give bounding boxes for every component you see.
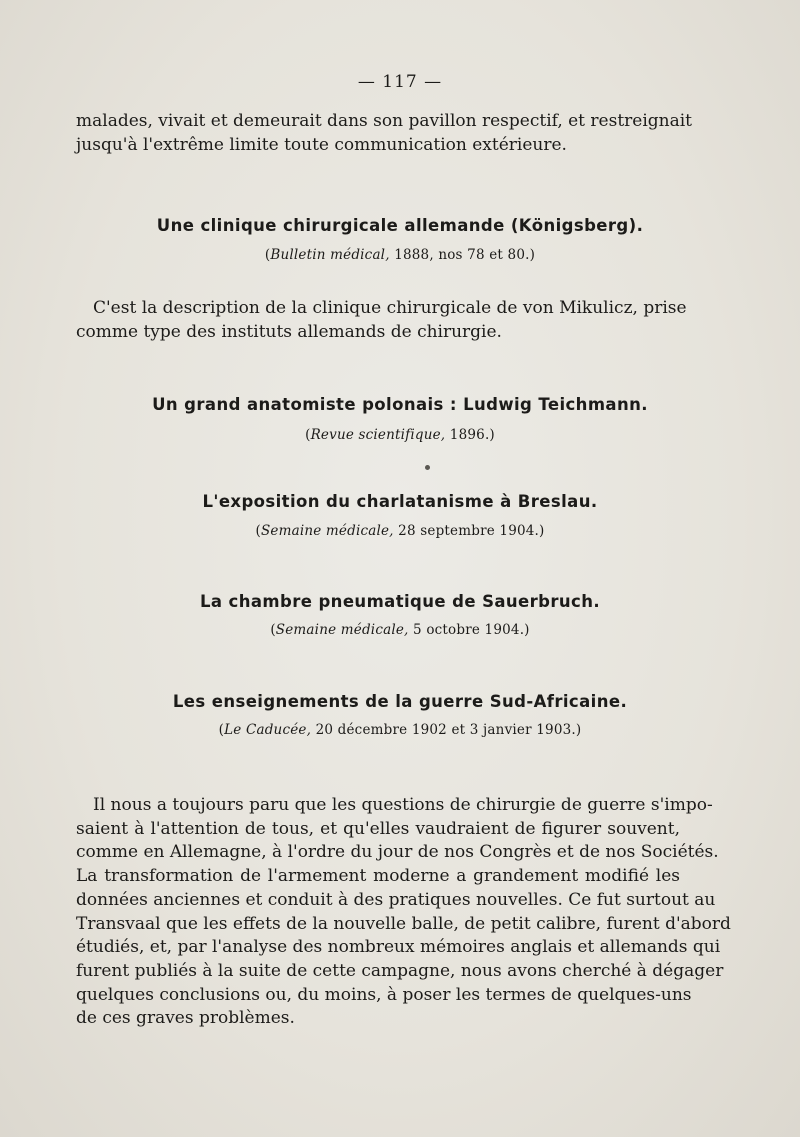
source-open: ( — [270, 622, 276, 638]
text-line: quelques conclusions ou, du moins, à poser les termes de quelques-uns — [76, 984, 692, 1005]
source-journal: Bulletin médical, — [270, 247, 390, 263]
section-heading-breslau: L'exposition du charlatanisme à Breslau. — [202, 492, 598, 511]
text-line: étudiés, et, par l'analyse des nombreux mémoires anglais et allemands qui — [76, 937, 721, 958]
section-source-sauerbruch — [0, 622, 800, 638]
intro-paragraph — [76, 110, 693, 157]
text-line: malades, vivait et demeurait dans son pavillon respectif, et restreignait — [76, 111, 693, 131]
text-line: données anciennes et conduit à des pratiques nouvelles. Ce fut surtout au — [76, 889, 716, 910]
clinic-paragraph — [76, 297, 687, 344]
source-journal: Semaine médicale, — [275, 622, 409, 638]
source-open: ( — [255, 523, 261, 539]
text-line: La transformation de l'armement moderne a grandement modifié les — [76, 866, 680, 887]
text-line: comme type des instituts allemands de chirurgie. — [76, 321, 502, 342]
source-open: ( — [305, 427, 311, 443]
section-heading-sauerbruch: La chambre pneumatique de Sauerbruch. — [199, 592, 601, 611]
text-line: C'est la description de la clinique chirurgicale de von Mikulicz, prise — [93, 298, 687, 318]
section-source-breslau — [0, 523, 800, 539]
source-journal: Semaine médicale, — [260, 523, 394, 539]
section-heading-teichmann: Un grand anatomiste polonais : Ludwig Teichmann. — [152, 395, 648, 414]
text-line: Transvaal que les effets de la nouvelle balle, de petit calibre, furent d'abord — [76, 913, 731, 934]
text-line: furent publiés à la suite de cette campagne, nous avons cherché à dégager — [76, 960, 724, 981]
text-line: jusqu'à l'extrême limite toute communication extérieure. — [76, 134, 567, 155]
text-line: saient à l'attention de tous, et qu'elles vaudraient de figurer souvent, — [76, 818, 680, 839]
source-details: 28 septembre 1904.) — [393, 523, 545, 539]
source-details: 1888, nos 78 et 80.) — [389, 247, 536, 263]
text-line: de ces graves problèmes. — [76, 1008, 295, 1029]
section-heading-sud-africaine: Les enseignements de la guerre Sud-Africaine. — [172, 692, 628, 711]
source-details: 5 octobre 1904.) — [408, 622, 530, 638]
source-open: ( — [218, 722, 225, 738]
source-journal: Le Caducée, — [224, 722, 312, 738]
final-paragraph — [76, 794, 731, 1031]
page-number: — 117 — — [357, 72, 443, 92]
section-source-konigsberg — [0, 247, 800, 263]
source-details: 1896.) — [445, 427, 495, 443]
source-journal: Revue scientifique, — [310, 427, 446, 443]
ink-speck — [425, 465, 430, 470]
source-details: 20 décembre 1902 et 3 janvier 1903.) — [311, 722, 582, 738]
text-line: comme en Allemagne, à l'ordre du jour de nos Congrès et de nos Sociétés. — [76, 842, 719, 863]
source-open: ( — [264, 247, 271, 263]
text-line: Il nous a toujours paru que les questions de chirurgie de guerre s'impo- — [93, 795, 713, 815]
section-heading-konigsberg: Une clinique chirurgicale allemande (Königsberg). — [156, 216, 644, 235]
section-source-teichmann — [0, 427, 800, 443]
section-source-sud-africaine — [0, 722, 800, 738]
